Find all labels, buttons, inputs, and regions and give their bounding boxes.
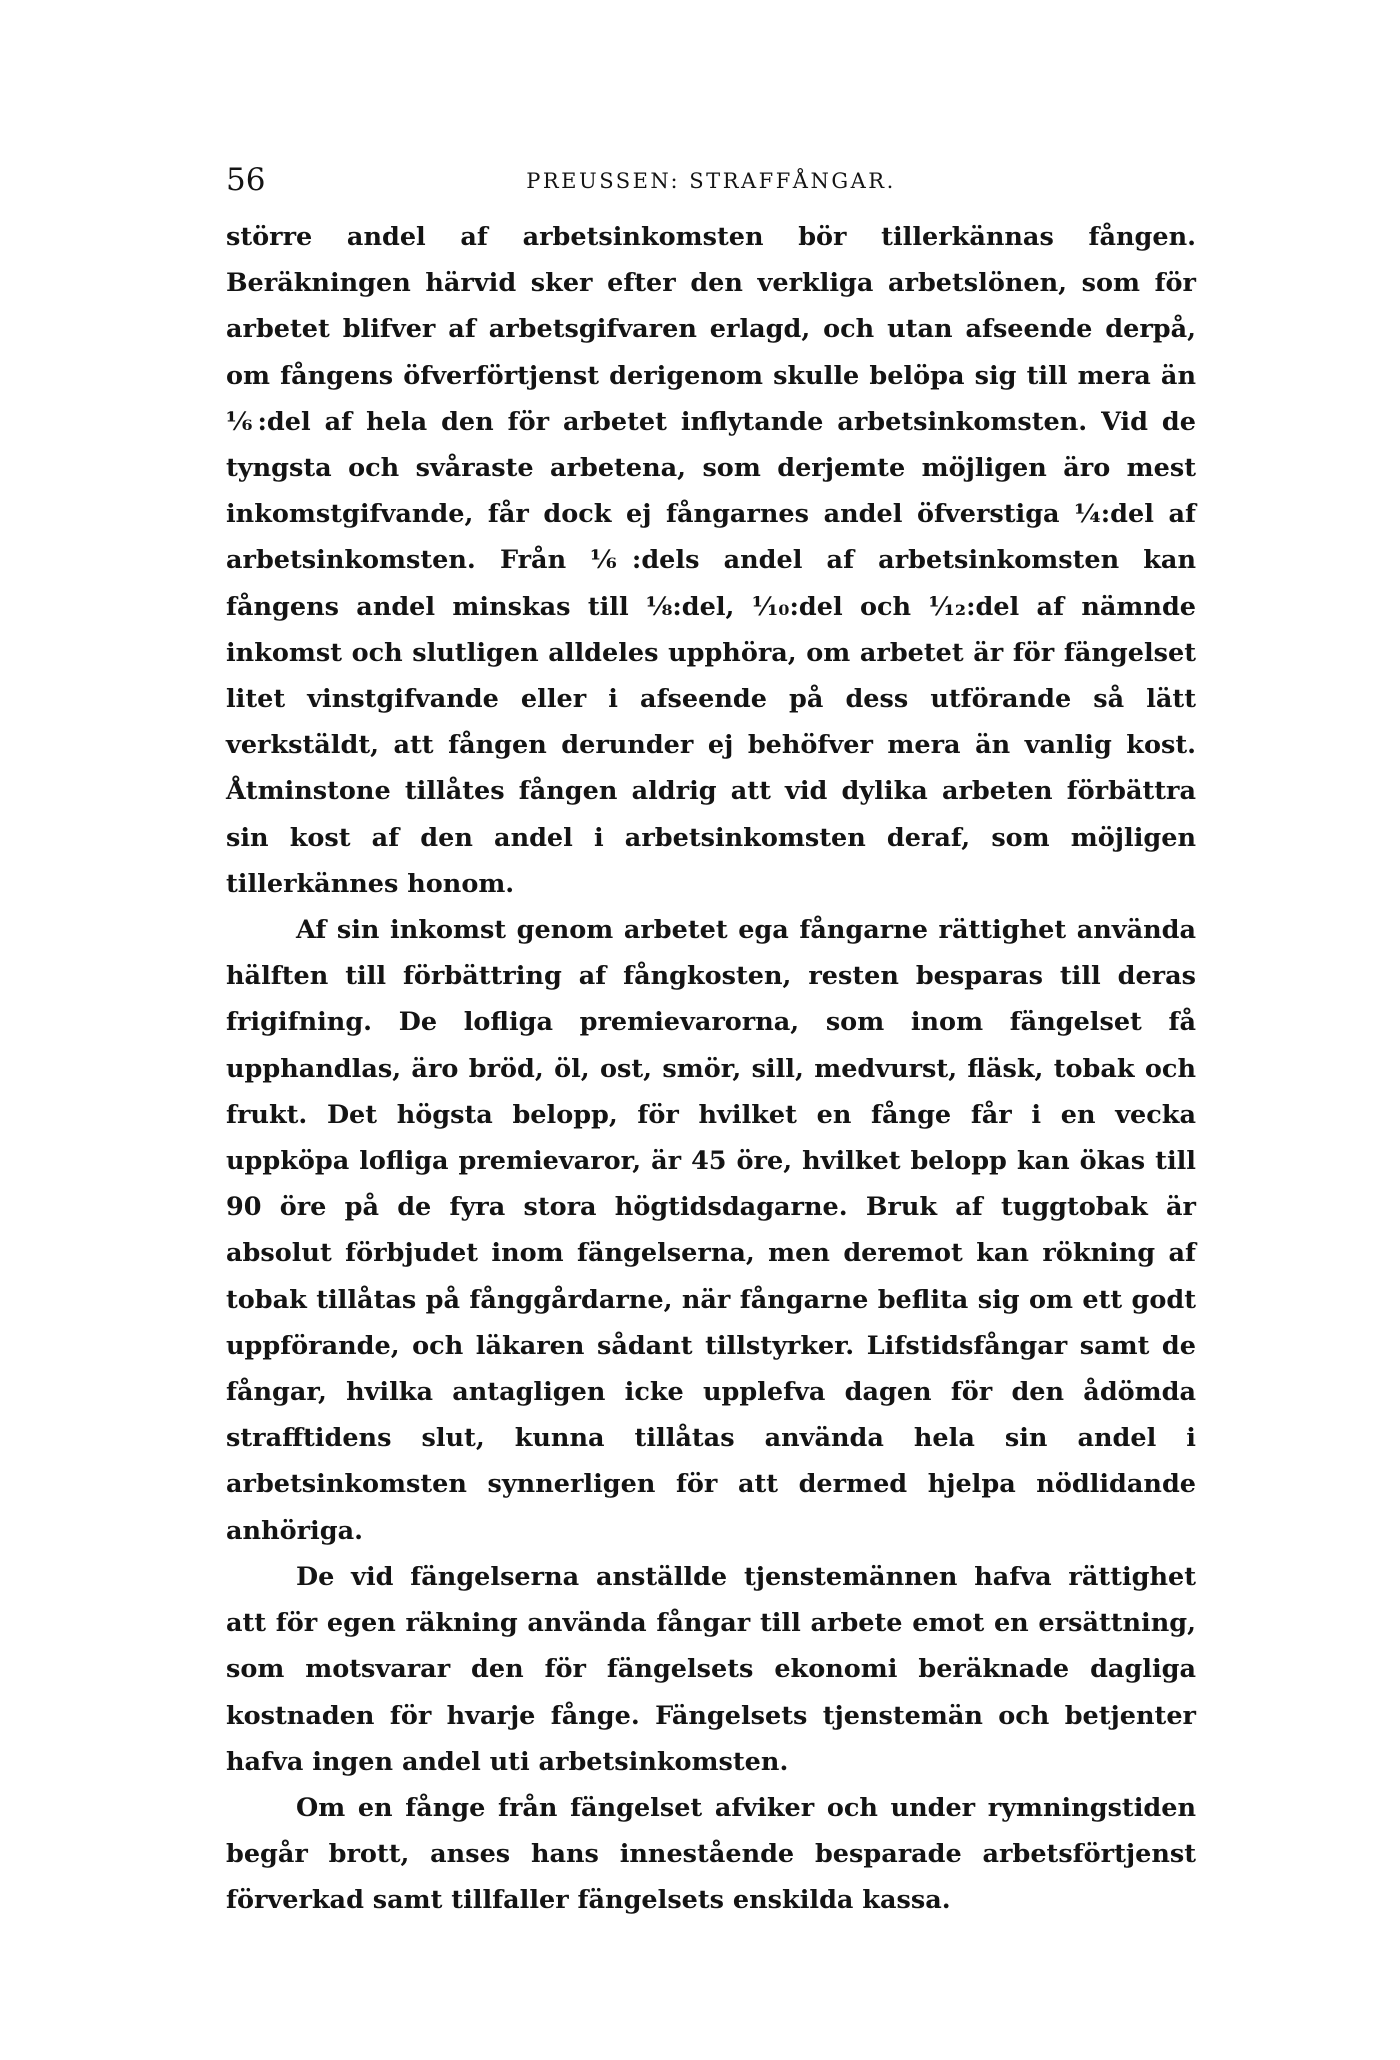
running-title: PREUSSEN: STRAFFÅNGAR.	[526, 169, 896, 193]
body-text	[226, 214, 1196, 1924]
paragraph-4: Om en fånge från fängelset afviker och under rymningstiden begår brott, anses hans innestående besparade arbetsförtjenst förverkad samt tillfaller fängelsets enskilda kassa.	[226, 1792, 1196, 1916]
paragraph-3: De vid fängelserna anställde tjenstemännen hafva rättighet att för egen räkning använda fångar till arbete emot en ersättning, som motsvarar den för fängelsets ekonomi beräknade dagliga kostnaden för hvarje fånge. Fängelsets tjenstemän och betjenter hafva ingen andel uti arbetsinkomsten.	[226, 1561, 1196, 1777]
paragraph-2: Af sin inkomst genom arbetet ega fångarne rättighet använda hälften till förbättring af fångkosten, resten besparas till deras frigifning. De lofliga premievarorna, som inom fängelset få upphandlas, äro bröd, öl, ost, smör, sill, medvurst, fläsk, tobak och frukt. Det högsta belopp, för hvilket en fånge får i en vecka uppköpa lofliga premievaror, är 45 öre, hvilket belopp kan ökas till 90 öre på de fyra stora högtidsdagarne. Bruk af tuggtobak är absolut förbjudet inom fängelserna, men deremot kan rökning af tobak tillåtas på fånggårdarne, när fångarne beflita sig om ett godt uppförande, och läkaren sådant tillstyrker. Lifstidsfångar samt de fångar, hvilka antagligen icke upplefva dagen för den ådömda strafftidens slut, kunna tillåtas använda hela sin andel i arbetsinkomsten synnerligen för att dermed hjelpa nödlidande anhöriga.	[226, 915, 1196, 1546]
paragraph-1: större andel af arbetsinkomsten bör tillerkännas fången. Beräkningen härvid sker efter den verkliga arbetslönen, som för arbetet blifver af arbetsgifvaren erlagd, och utan afseende derpå, om fångens öfverförtjenst derigenom skulle belöpa sig till mera än ⅙:del af hela den för arbetet inflytande arbetsinkomsten. Vid de tyngsta och svåraste arbetena, som derjemte möjligen äro mest inkomstgifvande, får dock ej fångarnes andel öfverstiga ¼:del af arbetsinkomsten. Från ⅙:dels andel af arbetsinkomsten kan fångens andel minskas till ⅛:del, ¹⁄₁₀:del och ¹⁄₁₂:del af nämnde inkomst och slutligen alldeles upphöra, om arbetet är för fängelset litet vinstgifvande eller i afseende på dess utförande så lätt verkstäldt, att fången derunder ej behöfver mera än vanlig kost. Åtminstone tillåtes fången aldrig att vid dylika arbeten förbättra sin kost af den andel i arbetsinkomsten deraf, som möjligen tillerkännes honom.	[226, 222, 1196, 899]
page-number: 56	[226, 162, 266, 198]
running-header	[226, 160, 1196, 200]
